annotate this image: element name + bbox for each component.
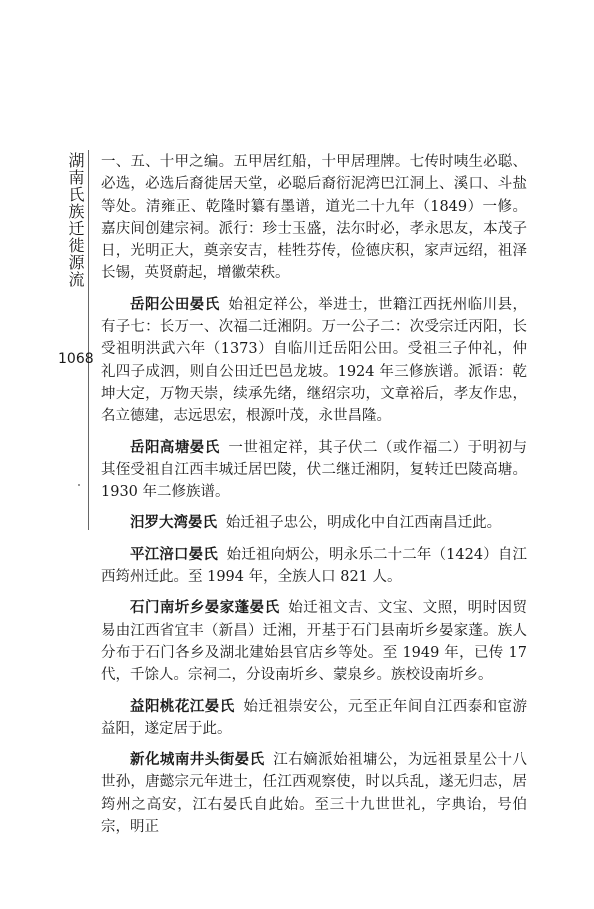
paragraph-text: 始祖定祥公，举进士，世籍江西抚州临川县，有子七：长万一、次福二迁湘阴。万一公子二：次受宗迁丙阳，长受祖明洪武六年（1373）自临川迁岳阳公田。受祖三子仲礼，仲礼四子成泗，则自公田迁巴邑龙坡。1924 年三修族谱。派语：乾坤大定，万物天崇，续承先绪，继绍宗功，文章裕后，孝友作忠，名立德建，志远思宏，根源叶茂，永世昌隆。: [101, 296, 528, 425]
section-heading: 岳阳公田晏氏: [130, 296, 220, 313]
section-heading: 汨罗大湾晏氏: [130, 515, 217, 532]
paragraph-yiyang-taohuajiang: [101, 696, 527, 741]
paragraph-text: 始迁祖子忠公，明成化中自江西南昌迁此。: [225, 515, 502, 532]
paragraph-shimen-yanjiapeng: [101, 597, 527, 686]
section-heading: 岳阳高塘晏氏: [130, 439, 220, 456]
running-side-title: 湖南氏族迁徙源流: [66, 152, 85, 288]
paragraph-text: 始迁祖文吉、文宝、文照，明时因贸易由江西省宜丰（新昌）迁湘，开基于石门县南圻乡晏家蓬。族人分布于石门各乡及湖北建始县官店乡等处。至 1949 年，已传 17 代，千馀人。宗祠二，分设南圻乡、蒙泉乡。族校设南圻乡。: [101, 600, 528, 684]
paragraph-text: 始迁祖向炳公，明永乐二十二年（1424）自江西筠州迁此。至 1994 年，全族人口 821 人。: [101, 546, 528, 586]
paragraph-text: 一世祖定祥，其子伏二（或作福二）于明初与其侄受祖自江西丰城迁居巴陵，伏二继迁湘阴，复转迁巴陵高塘。1930 年二修族谱。: [101, 439, 528, 501]
page-body: [101, 151, 527, 847]
paragraph-continued: [101, 151, 527, 285]
page-number: 1068: [58, 351, 94, 367]
paragraph-text: 一、五、十甲之编。五甲居红船，十甲居理牌。七传时咦生必聪、必选，必选后裔徙居天堂，必聪后裔衍泥湾巴江洞上、溪口、斗盐等处。清雍正、乾隆时纂有墨谱，道光二十九年（1849）一修。嘉庆间创建宗祠。派行：珍士玉盛，法尔时必，孝永思友，本茂子日，光明正大，奠亲安吉，桂牲芬传，俭德庆积，家声远绍，祖泽长锡，英贤蔚起，增徽荣秩。: [101, 154, 527, 282]
side-divider-line: [88, 150, 89, 530]
paragraph-yueyang-gongtian: [101, 294, 527, 428]
section-heading: 石门南圻乡晏家蓬晏氏: [130, 600, 280, 617]
section-heading: 新化城南井头街晏氏: [130, 752, 265, 769]
paragraph-text: 江右嫡派始祖墉公，为远祖景星公十八世孙，唐懿宗元年进士，任江西观察使，时以兵乱，遂无归志，居筠州之高安，江右晏氏自此始。至三十九世世礼，字典诒，号伯宗，明正: [101, 752, 528, 836]
margin-dot: [78, 484, 80, 486]
paragraph-text: 始迁祖崇安公，元至正年间自江西泰和宦游益阳，遂定居于此。: [101, 698, 528, 737]
paragraph-yueyang-gaotang: [101, 437, 527, 504]
section-heading: 平江涪口晏氏: [130, 546, 218, 563]
paragraph-miluo-dawan: [101, 512, 527, 534]
paragraph-pingjiang-beikou: [101, 544, 527, 589]
section-heading: 益阳桃花江晏氏: [130, 698, 235, 715]
paragraph-xinhua-jingtoujie: [101, 749, 527, 838]
